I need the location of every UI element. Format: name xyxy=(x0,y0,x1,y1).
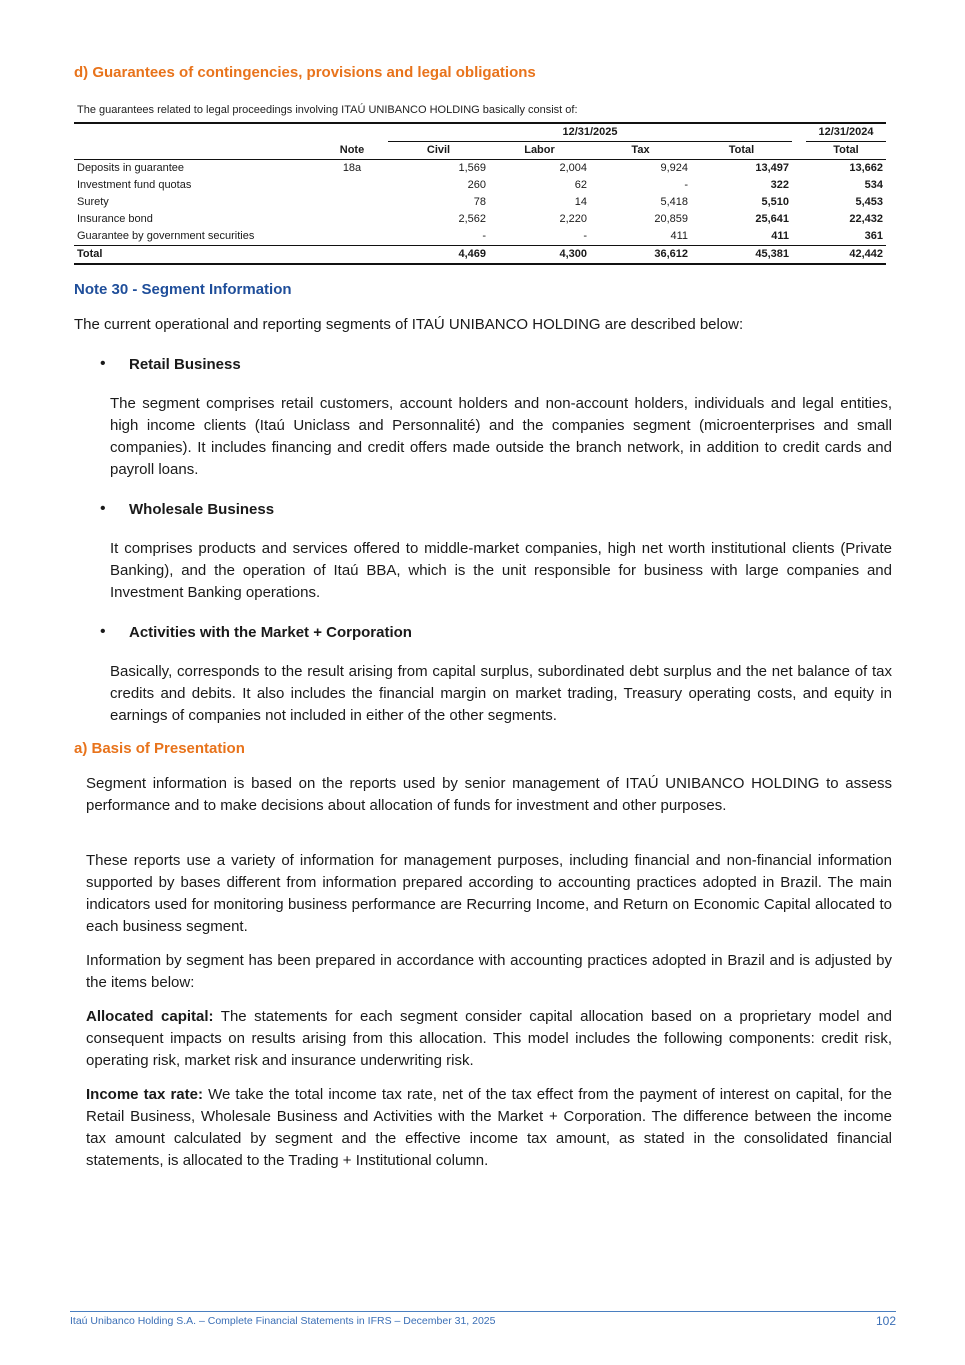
cell-civil: 2,562 xyxy=(458,213,486,225)
cell-tax: 411 xyxy=(670,230,688,242)
cell-total: 13,497 xyxy=(755,162,789,174)
cell-total: 25,641 xyxy=(755,213,789,225)
cell-total-2024: 22,432 xyxy=(849,213,883,225)
allocated-capital-text: The statements for each segment consider capital allocation based on a proprietary model and consequent impacts on results arising from this allocation. This model includes the following components: credit risk, operating risk, market risk and insurance underwriting risk. xyxy=(86,1008,893,1069)
col-total-2025: Total xyxy=(691,142,792,160)
segment-text: The segment comprises retail customers, account holders and non-account holders, individuals and legal entities, high income clients (Itaú Uniclass and Personnalité) and the companies segment (microenterprises and small companies). It includes financing and credit offers made outside the branch network, in addition to credit cards and payroll loans. xyxy=(110,395,892,478)
section-a-p3: Information by segment has been prepared in accordance with accounting practices adopted in Brazil and is adjusted by the items below: xyxy=(86,952,892,991)
table-period-header xyxy=(74,123,886,142)
cell-total: 5,510 xyxy=(761,196,789,208)
row-note xyxy=(316,228,388,246)
allocated-capital-label: Allocated capital: xyxy=(86,1008,214,1025)
cell-civil: 78 xyxy=(473,196,486,208)
total-total: 45,381 xyxy=(691,246,792,265)
section-a-p2: These reports use a variety of information for management purposes, including financial and non-financial information supported by bases different from information prepared according to accounting practices adopted in Brazil. The main indicators used for monitoring business performance are Recurring Income, and Return on Economic Capital allocated to each business segment. xyxy=(86,852,892,935)
section-a-p5 xyxy=(86,1084,892,1172)
section-a-title: a) Basis of Presentation xyxy=(74,740,245,757)
col-civil: Civil xyxy=(388,142,489,160)
total-labor: 4,300 xyxy=(489,246,590,265)
guarantees-table xyxy=(74,122,886,265)
cell-tax: 20,859 xyxy=(654,213,688,225)
table-column-header xyxy=(74,142,886,160)
period-2024-header: 12/31/2024 xyxy=(806,123,886,142)
segment-text: It comprises products and services offered to middle-market companies, high net worth institutional clients (Private Banking), and the operation of Itaú BBA, which is the unit responsible for business with large companies and Investment Banking operations. xyxy=(110,540,892,601)
col-note: Note xyxy=(316,142,388,160)
cell-total-2024: 534 xyxy=(864,179,883,191)
cell-civil: 260 xyxy=(467,179,486,191)
bullet-icon: • xyxy=(100,355,106,372)
row-note xyxy=(316,194,388,211)
cell-civil: - xyxy=(482,230,486,242)
note30-title: Note 30 - Segment Information xyxy=(74,281,292,298)
cell-labor: - xyxy=(583,230,587,242)
total-civil: 4,469 xyxy=(388,246,489,265)
cell-total: 411 xyxy=(771,230,789,242)
total-tax: 36,612 xyxy=(590,246,691,265)
table-total-row xyxy=(74,246,886,265)
row-label: Guarantee by government securities xyxy=(77,230,255,242)
col-total-2024: Total xyxy=(806,142,886,160)
section-a-p1: Segment information is based on the reports used by senior management of ITAÚ UNIBANCO HOLDING to assess performance and to make decisions about allocation of funds for investment and other purposes. xyxy=(86,775,892,814)
row-label: Investment fund quotas xyxy=(77,179,192,191)
cell-labor: 14 xyxy=(574,196,587,208)
bullet-icon: • xyxy=(100,623,106,640)
cell-total-2024: 13,662 xyxy=(849,162,883,174)
row-note xyxy=(316,177,388,194)
cell-total-2024: 361 xyxy=(864,230,883,242)
section-d-title: d) Guarantees of contingencies, provisions and legal obligations xyxy=(74,64,536,81)
cell-labor: 62 xyxy=(574,179,587,191)
total-total-2024: 42,442 xyxy=(806,246,886,265)
col-tax: Tax xyxy=(590,142,691,160)
section-a-p4 xyxy=(86,1006,892,1072)
col-labor: Labor xyxy=(489,142,590,160)
income-tax-label: Income tax rate: xyxy=(86,1086,203,1103)
cell-labor: 2,220 xyxy=(559,213,587,225)
footer-divider xyxy=(70,1311,896,1312)
segment-title: Activities with the Market + Corporation xyxy=(129,624,412,641)
row-note xyxy=(316,211,388,228)
bullet-icon: • xyxy=(100,500,106,517)
cell-total-2024: 5,453 xyxy=(855,196,883,208)
table-row xyxy=(74,177,886,194)
cell-tax: 9,924 xyxy=(660,162,688,174)
row-label: Surety xyxy=(77,196,109,208)
row-label: Deposits in guarantee xyxy=(77,162,185,174)
cell-tax: 5,418 xyxy=(660,196,688,208)
table-row xyxy=(74,228,886,246)
table-row xyxy=(74,211,886,228)
footer-text: Itaú Unibanco Holding S.A. – Complete Financial Statements in IFRS – December 31, 2025 xyxy=(70,1315,496,1327)
segment-title: Wholesale Business xyxy=(129,501,275,518)
note30-intro: The current operational and reporting segments of ITAÚ UNIBANCO HOLDING are described below: xyxy=(74,316,744,333)
cell-labor: 2,004 xyxy=(559,162,587,174)
total-label: Total xyxy=(74,246,316,265)
table-row xyxy=(74,160,886,178)
segment-text: Basically, corresponds to the result arising from capital surplus, subordinated debt surplus and the net balance of tax credits and debits. It also includes the financial margin on market trading, Treasury operating costs, and equity in earnings of companies not included in either of the other segments. xyxy=(110,663,892,724)
page-number: 102 xyxy=(875,1314,896,1328)
row-label: Insurance bond xyxy=(77,213,153,225)
cell-tax: - xyxy=(684,179,688,191)
table-row xyxy=(74,194,886,211)
cell-civil: 1,569 xyxy=(458,162,486,174)
period-2025-header: 12/31/2025 xyxy=(388,123,792,142)
cell-total: 322 xyxy=(770,179,789,191)
income-tax-text: We take the total income tax rate, net of the tax effect from the payment of interest on capital, for the Retail Business, Wholesale Business and Activities with the Market + Corporation. The difference between the income tax amount calculated by segment and the effective income tax amount, as stated in the consolidated financial statements, is allocated to the Trading + Institutional column. xyxy=(86,1086,892,1169)
row-note: 18a xyxy=(342,162,362,174)
section-d-intro: The guarantees related to legal proceedings involving ITAÚ UNIBANCO HOLDING basically consist of: xyxy=(77,104,578,116)
segment-title: Retail Business xyxy=(129,356,241,373)
